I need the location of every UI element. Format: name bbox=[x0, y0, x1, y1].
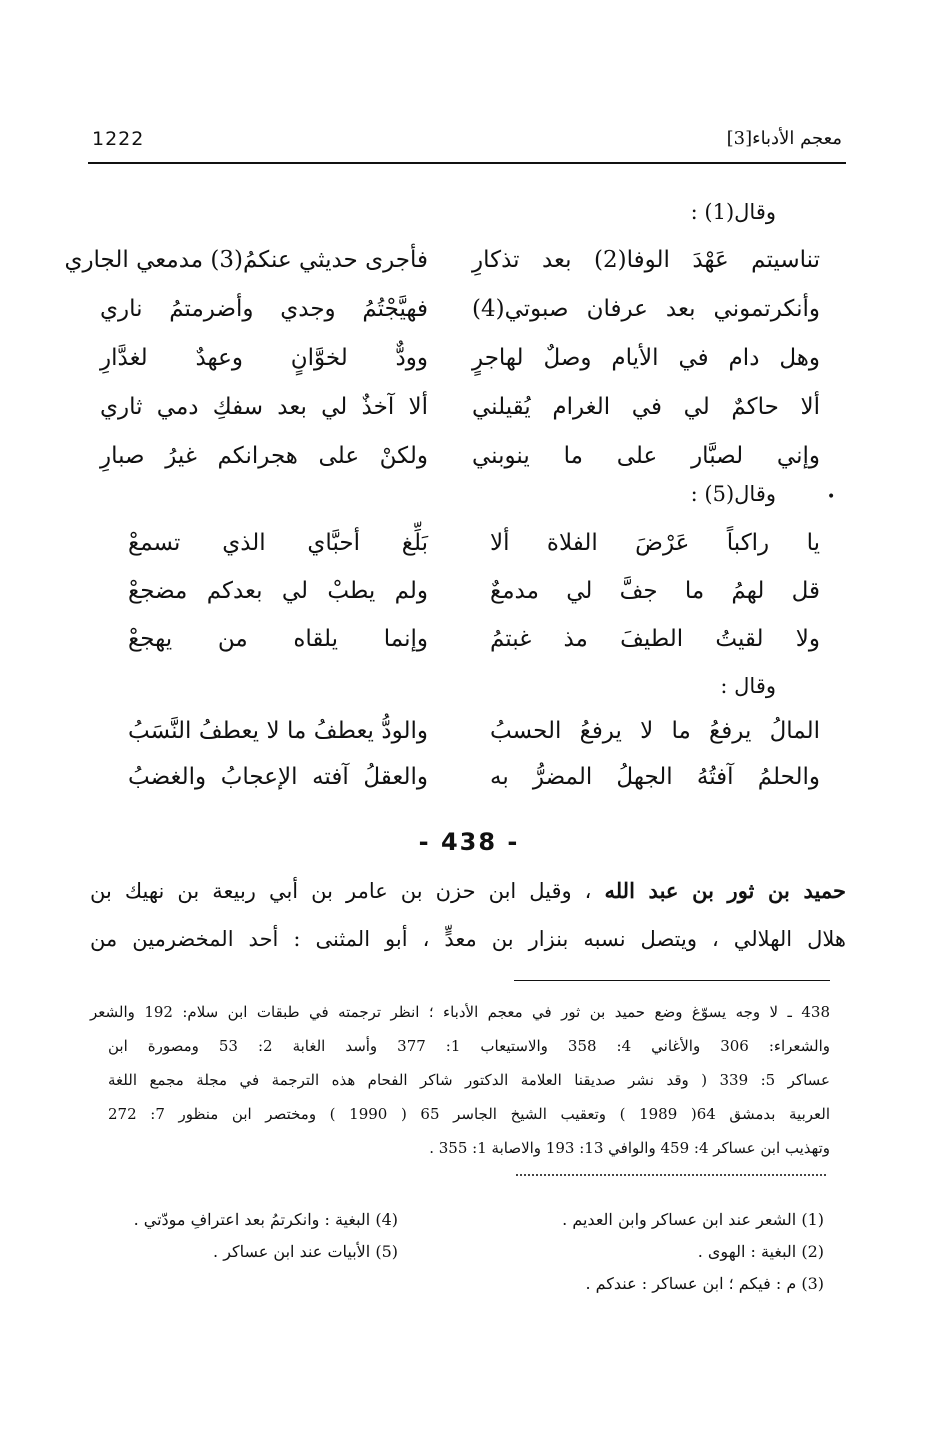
verse-left-hemistich: فأجرى حديثي عنكمُ(3) مدمعي الجاري bbox=[64, 247, 428, 273]
poem-note: (1) الشعر عند ابن عساكر وابن العديم . bbox=[562, 1210, 824, 1229]
verse-left-hemistich: وودٌّ لخوَّانٍ وعهدٌ لغدَّارِ bbox=[100, 345, 428, 371]
entry-name: حميد بن ثور بن عبد الله bbox=[604, 878, 846, 903]
verse-left-hemistich: والعقلُ آفته الإعجابُ والغضبُ bbox=[128, 764, 428, 790]
verse-right-hemistich: قل لهمُ ما جفَّ لي مدمعٌ bbox=[490, 578, 820, 604]
notes-separator bbox=[516, 1174, 826, 1176]
verse-right-hemistich: والحلمُ آفتُهُ الجهلُ المضرُّ به bbox=[490, 764, 820, 790]
poem-note: (2) البغية : الهوى . bbox=[697, 1242, 824, 1261]
poem-intro: وقال(1) : bbox=[690, 200, 776, 224]
entry-footnote-line: 438 ـ لا وجه يسوّغ وضع حميد بن ثور في معجم الأدباء ؛ انظر ترجمته في طبقات ابن سلام: 192 والشعر bbox=[90, 1003, 830, 1021]
poem-intro: وقال : bbox=[720, 674, 776, 698]
poem-note: (3) م : فيكم ؛ ابن عساكر : عندكم . bbox=[585, 1274, 824, 1293]
page-number: 1222 bbox=[92, 128, 145, 150]
footnote-rule bbox=[514, 980, 830, 981]
verse-left-hemistich: وإنما يلقاه من يهجعْ bbox=[128, 626, 428, 652]
entry-footnote-line: العربية بدمشق 64( 1989 ) وتعقيب الشيخ الجاسر 65 ( 1990 ) ومختصر ابن منظور 7: 272 bbox=[108, 1105, 831, 1123]
verse-left-hemistich: بَلِّغ أحبَّاي الذي تسمعْ bbox=[128, 530, 428, 556]
verse-left-hemistich: ولم يطبْ لي بعدكم مضجعْ bbox=[128, 578, 428, 604]
verse-left-hemistich: ولكنْ على هجرانكم غيرُ صبارِ bbox=[100, 443, 428, 469]
entry-footnote-line: عساكر 5: 339 ( وقد نشر صديقنا العلامة الدكتور شاكر الفحام هذه الترجمة في مجلة مجمع اللغة bbox=[108, 1071, 830, 1089]
verse-right-hemistich: ألا حاكمٌ لي في الغرام يُقيلني bbox=[472, 394, 820, 420]
poem-note: (4) البغية : وانكرتمُ بعد اعترافِ مودّتي . bbox=[133, 1210, 398, 1229]
poem-note: (5) الأبيات عند ابن عساكر . bbox=[213, 1242, 398, 1261]
margin-mark: • bbox=[827, 489, 836, 505]
verse-right-hemistich: يا راكباً عَرْضَ الفلاة ألا bbox=[490, 530, 820, 556]
entry-text-line: هلال الهلالي ، ويتصل نسبه بنزار بن معدٍّ ، أبو المثنى : أحد المخضرمين من bbox=[90, 927, 846, 951]
verse-right-hemistich: المالُ يرفعُ ما لا يرفعُ الحسبُ bbox=[490, 718, 820, 744]
entry-text-line bbox=[90, 878, 846, 903]
verse-right-hemistich: ولا لقيتُ الطيفَ مذ غبتمُ bbox=[490, 626, 820, 652]
header-rule bbox=[88, 162, 846, 164]
verse-right-hemistich: وأنكرتموني بعد عرفان صبوتي(4) bbox=[472, 296, 820, 322]
verse-right-hemistich: وهل دام في الأيام وصلٌ لهاجرٍ bbox=[472, 345, 820, 371]
verse-left-hemistich: والودُّ يعطفُ ما لا يعطفُ النَّسَبُ bbox=[128, 718, 428, 744]
entry-footnote-line: والشعراء: 306 والأغاني 4: 358 والاستيعاب 1: 377 وأسد الغابة 2: 53 ومصورة ابن bbox=[108, 1037, 830, 1055]
entry-number: - 438 - bbox=[418, 828, 520, 856]
entry-text-continued: ، وقيل ابن حزن بن عامر بن أبي ربيعة بن نهيك بن bbox=[90, 879, 592, 903]
verse-left-hemistich: ألا آخذٌ لي بعد سفكِ دمي ثاري bbox=[100, 394, 428, 420]
poem-intro: وقال(5) : bbox=[690, 482, 776, 506]
verse-left-hemistich: فهيَّجْتُمُ وجدي وأضرمتمُ ناري bbox=[100, 296, 428, 322]
verse-right-hemistich: وإني لصبَّار على ما ينوبني bbox=[472, 443, 820, 469]
entry-footnote-line: وتهذيب ابن عساكر 4: 459 والوافي 13: 193 والاصابة 1: 355 . bbox=[429, 1139, 830, 1157]
running-title: معجم الأدباء[3] bbox=[726, 128, 842, 149]
verse-right-hemistich: تناسيتم عَهْدَ الوفا(2) بعد تذكارِ bbox=[472, 247, 820, 273]
